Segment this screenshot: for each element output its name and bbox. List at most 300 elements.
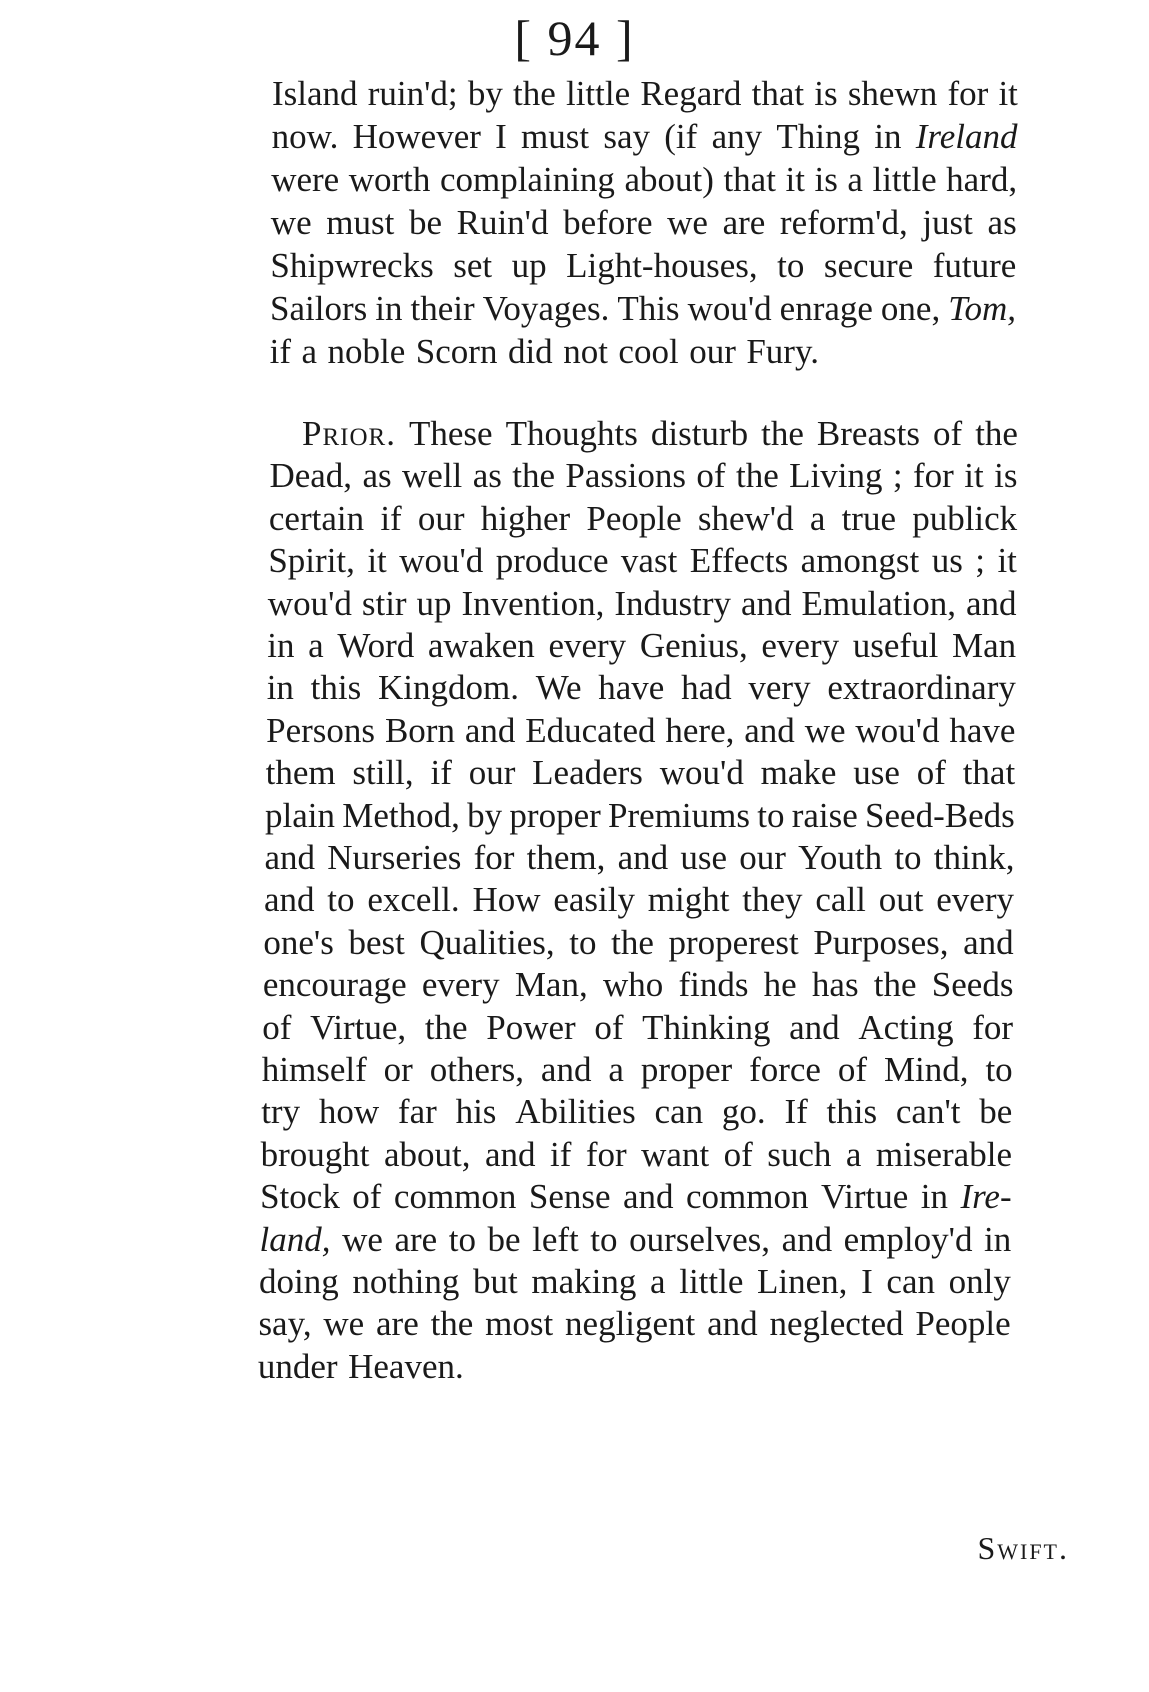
word: and [623,1177,674,1217]
word: had [681,668,732,708]
word: Seed-Beds [865,795,1015,835]
word: doing [259,1262,339,1301]
word: Purposes, [813,922,949,962]
word: of [916,753,946,793]
text-line [268,582,1017,626]
word: of [933,414,963,453]
word: can [886,1262,935,1301]
text-line [272,115,1018,159]
word: However [352,117,481,156]
word: Mind, [883,1050,969,1089]
word: wou'd [267,583,352,623]
word: Scorn [415,332,498,371]
word: This [617,289,680,328]
word: but [473,1262,518,1301]
word: of [696,456,726,496]
word: Light-houses, [566,246,758,285]
word: others, [429,1050,524,1089]
word: Leaders [532,753,643,793]
word: and [744,710,795,750]
word: excell. [367,880,460,920]
word: force [749,1050,821,1089]
text-line [258,1302,1010,1346]
word: as [987,203,1017,242]
text-line [261,1133,1012,1177]
word: must [326,203,395,242]
word: of [837,1050,868,1089]
word: Living [789,456,883,496]
word: want [641,1134,710,1174]
word: under [257,1346,338,1386]
word: for [947,74,989,113]
word: a [650,1262,666,1301]
word: to [757,795,785,835]
word: Youth [798,838,883,877]
word: are [376,1304,419,1344]
word: Genius, [639,626,748,665]
word: to [985,1050,1013,1089]
word: are [394,1219,438,1259]
text-line [265,836,1015,880]
word: our [689,332,736,371]
word: every [936,880,1014,920]
word: Shipwrecks [270,246,434,285]
word: Ireland [915,117,1018,156]
word: vast [620,541,678,581]
word: Man [951,626,1017,665]
word: Dead, [269,456,353,496]
word: still, [352,753,414,793]
text-line [270,330,1016,374]
word: for [972,1007,1014,1047]
word: neglected [769,1304,904,1344]
word: this [826,1092,878,1132]
word: and [540,1050,592,1089]
word: and [263,880,315,920]
word: the [430,1304,474,1344]
word: making [531,1262,637,1301]
word: Seeds [931,965,1014,1005]
word: amongst [800,541,920,581]
word: Persons [266,710,376,750]
word: Man, [514,965,588,1005]
text-line [271,158,1017,202]
word: finds [678,965,749,1005]
word: enrage [779,289,873,328]
text-line [264,878,1014,922]
word: to [777,246,805,285]
word: Ruin'd [456,203,549,242]
word: the [975,414,1018,453]
text-line [260,1218,1012,1262]
word: about) [624,160,714,199]
word: produce [495,541,609,581]
word: say [603,117,651,156]
word: about, [384,1134,471,1174]
word: ruin'd; [367,74,458,113]
word: Regard [640,74,742,113]
word: set [453,246,493,285]
word: that [723,160,776,199]
text-line [270,287,1016,331]
word: by [467,795,503,835]
word: such [767,1134,832,1174]
word: in [920,1177,948,1217]
word: certain [268,498,365,538]
word: proper [640,1050,733,1089]
word: left [532,1219,579,1259]
word: any [711,117,763,156]
word: use [680,838,728,877]
word: make [760,753,837,793]
word: it [367,541,387,581]
word: little [872,160,937,199]
word: be [487,1219,521,1259]
word: Acting [858,1007,954,1047]
word: can't [895,1092,961,1132]
word: of [594,1007,624,1047]
text-line [269,497,1017,541]
word: (if [664,117,698,156]
word: Voyages. [482,289,610,328]
word: how [318,1092,380,1132]
word: they [742,880,803,920]
word: if [380,498,402,538]
word: it [998,74,1018,113]
word: for [473,838,515,877]
text-line [259,1260,1011,1304]
word: to [590,1219,618,1259]
word: little [565,74,631,113]
word: in [874,117,902,156]
word: extraordinary [827,668,1016,708]
word: far [397,1092,437,1132]
word: Born [384,710,455,750]
word: People [915,1304,1011,1344]
word: disturb [650,414,749,453]
word: secure [823,246,914,285]
word: can [654,1092,704,1132]
word: the [873,965,917,1005]
word: Linen, [757,1262,848,1301]
word: their [410,289,475,328]
word: plain [265,795,336,835]
word: as [362,456,392,496]
word: just [922,203,973,242]
word: his [455,1092,497,1132]
word: before [563,203,653,242]
word: must [521,117,590,156]
word: in [375,289,403,328]
word: Abilities [515,1092,636,1132]
word: Virtue, [310,1007,407,1047]
word: Spirit, [268,541,355,581]
text-line [267,624,1016,668]
text-line [266,751,1016,795]
word: to [448,1219,476,1259]
word: and [464,710,516,750]
word: Fury. [746,332,819,371]
word: Thing [776,117,860,156]
word: and [789,1007,840,1047]
word: shew'd [697,498,794,538]
word: the [761,414,804,453]
word: Invention, [461,583,605,623]
word: the [512,456,556,496]
word: it [785,160,805,199]
text-line [267,666,1016,710]
word: now. [271,117,339,156]
word: land, [259,1219,331,1259]
word: brought [260,1134,370,1174]
word: might [647,880,730,920]
word: raise [791,795,858,835]
word: and [484,1134,536,1174]
word: only [948,1262,1011,1301]
text-line [260,1175,1012,1219]
word: in [266,668,294,708]
word: out [878,880,924,920]
word: ; [975,541,986,581]
word: who [602,965,664,1005]
word: if [550,1134,572,1174]
text-line [258,1345,1010,1389]
word: go. [721,1092,766,1132]
word: every [761,626,840,665]
word: Power [486,1007,576,1047]
word: of [262,1007,292,1047]
word: and [264,838,316,877]
word: we [667,203,708,242]
word: is [994,456,1018,496]
text-line [272,72,1018,116]
text-line [262,1048,1013,1092]
word: Educated [525,710,656,750]
word: if [430,753,452,793]
word: the [735,456,779,496]
word: and [965,583,1017,623]
word: for [585,1134,627,1174]
word: them [265,753,336,793]
word: say, [258,1304,312,1344]
text-line [269,454,1017,498]
word: our [417,498,465,538]
word: we [804,710,846,750]
word: himself [261,1050,367,1089]
word: wou'd [659,753,744,793]
word: it [964,456,984,496]
word: our [468,753,516,793]
word: a [308,626,324,665]
word: if [269,332,291,371]
word: not [563,332,608,371]
word: wou'd [399,541,484,581]
word: this [310,668,362,708]
word: us [931,541,963,581]
text-line [263,963,1014,1007]
word: ourselves, [629,1219,771,1259]
word: encourage [262,965,407,1005]
word: Kingdom. [378,668,519,708]
word: Premiums [608,795,750,835]
text-line [263,921,1013,965]
word: Island [272,74,358,113]
word: call [815,880,866,920]
word: them, [526,838,606,877]
text-line [271,201,1017,245]
word: to [569,922,597,962]
word: hard, [946,160,1018,199]
word: miserable [875,1134,1012,1174]
word: try [261,1092,301,1132]
text-line [265,794,1015,838]
word: did [507,332,553,371]
word: true [841,498,896,538]
word: Tom, [948,289,1016,328]
word: Thinking [642,1007,771,1047]
word: and [740,583,792,623]
word: Sense [528,1177,611,1217]
word: negligent [565,1304,696,1344]
text-line [266,709,1015,753]
word: our [739,838,786,877]
word: he [763,965,797,1005]
word: I [861,1262,873,1301]
word: well [402,456,463,496]
word: that [751,74,805,113]
word: a [301,332,318,371]
word: future [932,246,1017,285]
word: of [723,1134,753,1174]
word: These [408,414,493,453]
word: reform'd, [779,203,908,242]
word: common [686,1177,809,1217]
word: think, [933,838,1015,877]
word: easily [553,880,635,920]
word: is [814,74,838,113]
word: here, [665,710,735,750]
word: the [424,1007,468,1047]
word: of [352,1177,382,1217]
word: worth [348,160,431,199]
word: Emulation, [801,583,956,623]
speaker-name: Prior. [302,414,396,453]
word: a [608,1050,624,1089]
word: Sailors [270,289,368,328]
text-line [268,539,1017,583]
word: If [784,1092,808,1132]
word: common [393,1177,517,1217]
catchword: Swift. [977,1530,1069,1566]
word: higher [480,498,571,538]
word: to [894,838,922,877]
word: most [485,1304,554,1344]
text-line [270,244,1016,288]
word: a [845,1134,862,1174]
word: has [811,965,859,1005]
word: noble [327,332,406,371]
text-line [262,1006,1013,1050]
word: are [722,203,766,242]
word: stir [361,583,407,623]
word: a [809,498,826,538]
word: we [342,1219,383,1259]
word: and [963,922,1014,962]
word: is [814,160,838,199]
word: and [707,1304,758,1344]
word: Effects [689,541,789,581]
word: Breasts [816,414,920,453]
word: Heaven. [348,1346,464,1386]
page-number: [ 94 ] [514,10,635,66]
word: Passions [565,456,687,496]
word: as [472,456,502,496]
word: Qualities, [419,922,555,962]
word: we [323,1304,365,1344]
word: that [962,753,1016,793]
word: proper [509,795,601,835]
word: wou'd [687,289,772,328]
word: have [949,710,1016,750]
word: little [679,1262,744,1301]
text-line [261,1090,1012,1134]
word: very [748,668,811,708]
word: employ'd [843,1219,973,1259]
word: every [548,626,627,665]
word: and [617,838,669,877]
word: were [271,160,340,199]
word: to [327,880,355,920]
word: How [472,880,541,920]
word: shewn [847,74,938,113]
word: up [416,583,452,623]
word: cool [618,332,679,371]
word: best [348,922,405,962]
word: useful [852,626,939,665]
word: complaining [439,160,615,199]
word: ; [892,456,903,496]
word: awaken [427,626,535,665]
word: one's [263,922,334,962]
word: Thoughts [505,414,638,453]
word: We [535,668,582,708]
word: Word [337,626,415,665]
word: Stock [260,1177,340,1217]
word: Ire- [960,1177,1012,1217]
word: in [267,626,295,665]
word: up [511,246,547,285]
word: every [421,965,500,1005]
word: one, [880,289,941,328]
word: have [598,668,665,708]
word: we [270,203,312,242]
word: it [997,541,1017,581]
word: the [611,922,654,962]
word: Industry [614,583,731,623]
word: I [495,117,507,156]
word: be [408,203,442,242]
word: properest [668,922,799,962]
word: the [513,74,556,113]
word: Nurseries [327,838,462,877]
word: in [984,1219,1012,1259]
word: for [913,456,954,496]
word: People [586,498,682,538]
word: or [383,1050,413,1089]
word: Method, [342,795,460,835]
word: a [847,160,863,199]
text-line [302,412,1018,456]
